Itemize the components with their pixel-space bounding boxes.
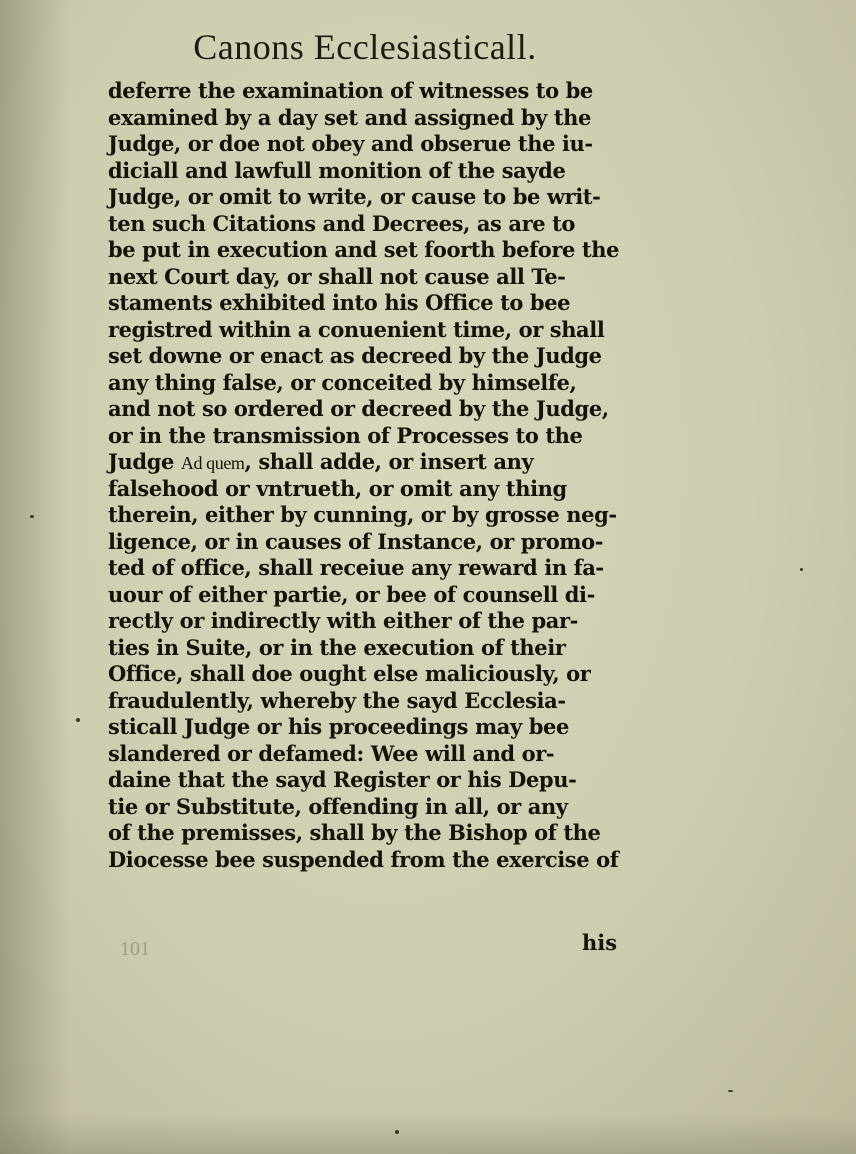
text-line: next Court day, or shall not cause all Te-	[108, 263, 566, 289]
blackletter-text-block	[108, 78, 628, 873]
text-line: ted of office, shall receiue any reward in fa-	[108, 555, 604, 580]
ink-speck	[395, 1130, 399, 1134]
running-header: Canons Ecclesiasticall.	[193, 27, 537, 67]
text-line: and not so ordered or decreed by the Judge,	[108, 396, 609, 421]
text-line: fraudulently, whereby the sayd Ecclesia-	[108, 687, 566, 713]
ink-speck	[76, 718, 80, 722]
text-line: of the premisses, shall by the Bishop of the	[108, 820, 601, 845]
text-fragment: , shall adde, or insert any	[244, 449, 534, 474]
text-line: Judge, or doe not obey and obserue the iu-	[108, 131, 593, 156]
text-line: ten such Citations and Decrees, as are to	[108, 210, 576, 236]
text-line: therein, either by cunning, or by grosse neg-	[108, 502, 617, 527]
text-line: Judge, or omit to write, or cause to be writ-	[108, 184, 601, 209]
text-line: Diocesse bee suspended from the exercise of	[108, 846, 619, 872]
text-line: tie or Substitute, offending in all, or any	[108, 793, 568, 819]
latin-phrase: Ad quem	[180, 453, 245, 473]
text-fragment: Judge	[108, 449, 181, 474]
text-line: be put in execution and set foorth before the	[108, 237, 620, 262]
text-line: set downe or enact as decreed by the Judge	[108, 343, 602, 368]
text-line: examined by a day set and assigned by the	[108, 104, 591, 130]
ink-speck	[728, 1090, 733, 1092]
text-line: staments exhibited into his Office to bee	[108, 290, 571, 315]
text-line-with-latin	[108, 449, 628, 476]
text-line: ties in Suite, or in the execution of their	[108, 634, 566, 660]
ink-speck	[30, 515, 34, 518]
text-line: any thing false, or conceited by himselfe,	[108, 369, 577, 395]
text-line: sticall Judge or his proceedings may bee	[108, 714, 569, 739]
text-line: deferre the examination of witnesses to be	[108, 78, 593, 103]
text-line: or in the transmission of Processes to the	[108, 422, 583, 448]
catchword: his	[582, 930, 618, 955]
text-line: daine that the sayd Register or his Depu-	[108, 767, 577, 792]
page-edge-shade	[0, 1114, 856, 1154]
text-line: rectly or indirectly with either of the par-	[108, 608, 578, 633]
text-line: ligence, or in causes of Instance, or promo-	[108, 528, 604, 554]
text-line: falsehood or vntrueth, or omit any thing	[108, 475, 567, 501]
text-line: uour of either partie, or bee of counsell di-	[108, 581, 595, 607]
page-number: 101	[120, 938, 150, 960]
ink-speck	[800, 568, 803, 571]
text-line: diciall and lawfull monition of the sayde	[108, 157, 566, 183]
text-line: Office, shall doe ought else maliciously, or	[108, 661, 591, 686]
gutter-shadow	[0, 0, 70, 1154]
text-line: slandered or defamed: Wee will and or-	[108, 740, 555, 766]
text-line: registred within a conuenient time, or shall	[108, 316, 605, 342]
